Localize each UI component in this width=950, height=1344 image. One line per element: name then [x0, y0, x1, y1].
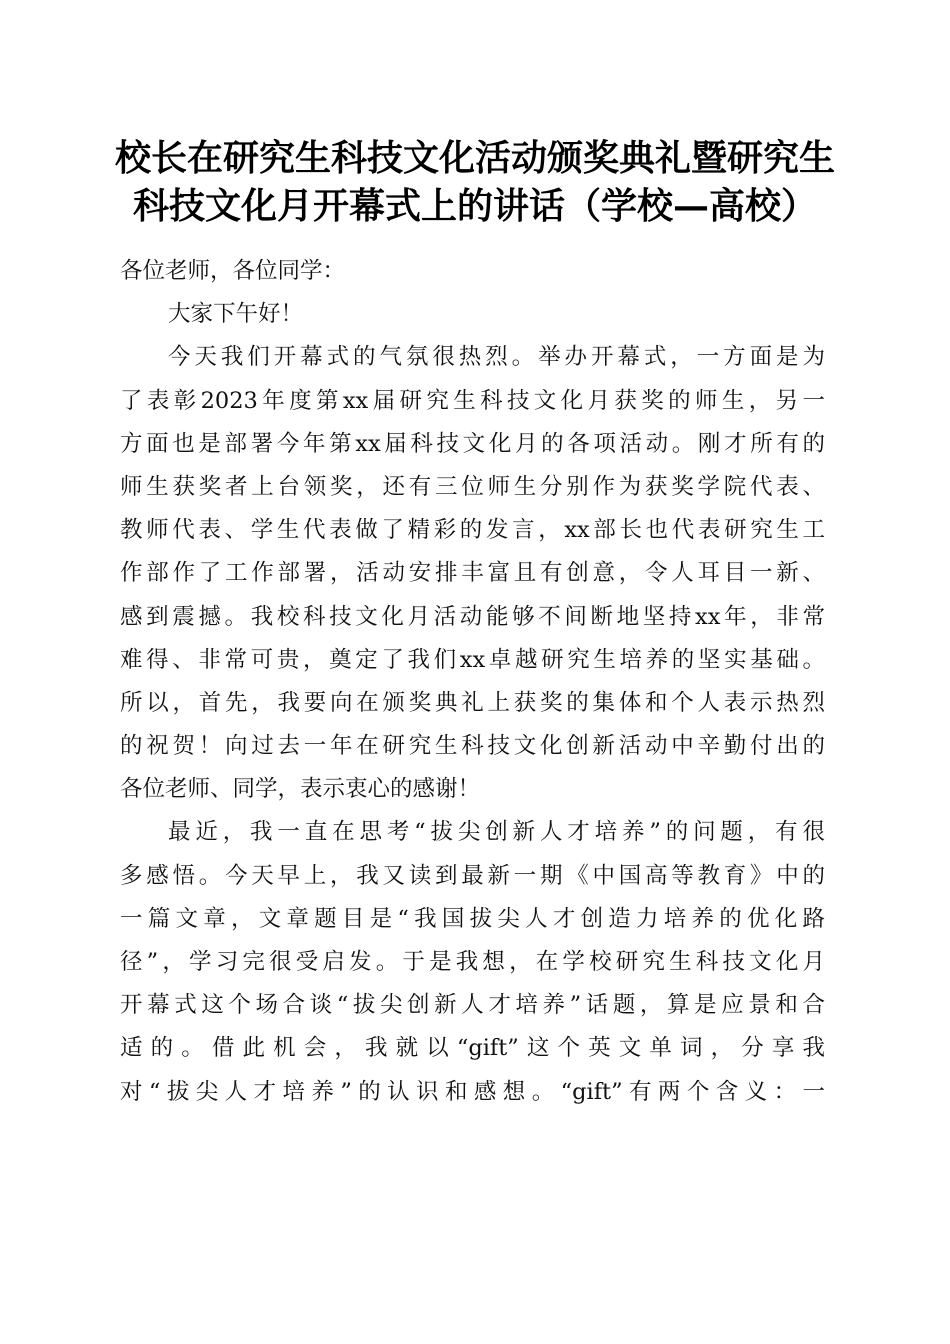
paragraph-line: 各位老师、同学，表示衷心的感谢！: [120, 776, 481, 803]
paragraph-line: 最近，我一直在思考“拔尖创新人才培养”的问题，有很: [168, 819, 825, 846]
paragraph-line: 所以，首先，我要向在颁奖典礼上获奖的集体和个人表示热烈: [120, 689, 825, 716]
paragraph-1: [120, 336, 825, 811]
paragraph-line: 对“拔尖人才培养”的认识和感想。“gift”有两个含义：一: [120, 1078, 825, 1105]
paragraph-line: 作部作了工作部署，活动安排丰富且有创意，令人耳目一新、: [120, 560, 825, 587]
paragraph-line: 开幕式这个场合谈“拔尖创新人才培养”话题，算是应景和合: [120, 992, 825, 1019]
paragraph-2: [120, 811, 825, 1113]
paragraph-line: 的祝贺！向过去一年在研究生科技文化创新活动中辛勤付出的: [120, 733, 825, 760]
paragraph-line: 多感悟。今天早上，我又读到最新一期《中国高等教育》中的: [120, 862, 825, 889]
paragraph-line: 适的。借此机会，我就以“gift”这个英文单词，分享我: [120, 1035, 825, 1062]
title-line-2: 科技文化月开幕式上的讲话（学校—高校）: [132, 185, 817, 227]
paragraph-line: 一篇文章，文章题目是“我国拔尖人才创造力培养的优化路: [120, 905, 825, 932]
greeting: 各位老师，各位同学：: [120, 258, 346, 284]
paragraph-line: 教师代表、学生代表做了精彩的发言，xx部长也代表研究生工: [120, 517, 825, 544]
paragraph-line: 师生获奖者上台领奖，还有三位师生分别作为获奖学院代表、: [120, 473, 825, 500]
paragraph-line: 了表彰2023年度第xx届研究生科技文化月获奖的师生，另一: [120, 387, 825, 414]
paragraph-line: 感到震撼。我校科技文化月活动能够不间断地坚持xx年，非常: [120, 603, 825, 630]
paragraph-line: 今天我们开幕式的气氛很热烈。举办开幕式，一方面是为: [168, 344, 825, 371]
document-title: [110, 134, 840, 230]
title-line-1: 校长在研究生科技文化活动颁奖典礼暨研究生: [114, 137, 835, 179]
salutation: 大家下午好！: [168, 301, 304, 328]
paragraph-line: 径”，学习完很受启发。于是我想，在学校研究生科技文化月: [120, 949, 825, 975]
paragraph-line: 方面也是部署今年第xx届科技文化月的各项活动。刚才所有的: [120, 430, 825, 457]
document-body: [120, 250, 825, 1114]
paragraph-line: 难得、非常可贵，奠定了我们xx卓越研究生培养的坚实基础。: [120, 646, 825, 673]
